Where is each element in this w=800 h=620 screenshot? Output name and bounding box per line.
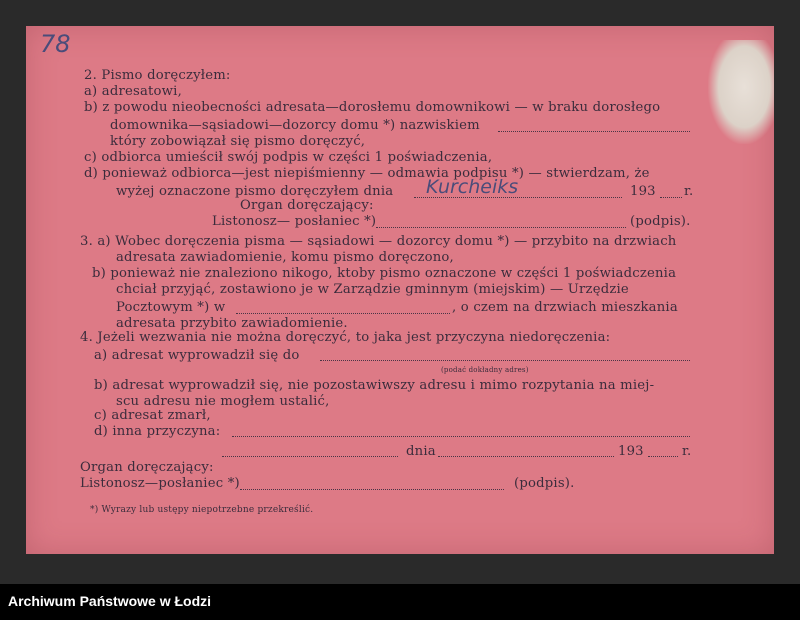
torn-corner: [708, 40, 774, 144]
year-blank-line: [660, 197, 682, 198]
address-note: (podać dokładny adres): [441, 366, 529, 374]
section2-listonosz-label: Listonosz— posłaniec *): [212, 214, 377, 229]
section3-item-a-line1: 3. a) Wobec doręczenia pisma — sąsiadowi — dozorcy domu *) — przybito na drzwiach: [80, 234, 677, 249]
section4-dnia: dnia: [406, 444, 436, 459]
section3-item-b-line3-left: Pocztowym *) w: [116, 300, 226, 315]
section4-item-a: a) adresat wyprowadził się do: [94, 348, 300, 363]
section2-item-d-line1: d) ponieważ odbiorca—jest niepiśmienny — odmawia podpisu *) — stwierdzam, że: [84, 166, 650, 181]
section2-item-a: a) adresatowi,: [84, 84, 182, 99]
section3-item-a-line2: adresata zawiadomienie, komu pismo doręczono,: [116, 250, 454, 265]
section4-year: 193: [618, 444, 644, 459]
section3-item-b-line1: b) ponieważ nie znaleziono nikogo, ktoby pismo oznaczone w części 1 poświadczenia: [92, 266, 677, 281]
year-blank-line-2: [648, 456, 678, 457]
post-office-blank-line: [236, 313, 450, 314]
handwritten-name: Kurcheiks: [426, 176, 519, 198]
handwritten-number: 78: [40, 30, 71, 58]
section2-podpis-label: (podpis).: [630, 214, 691, 229]
section4-item-c: c) adresat zmarł,: [94, 408, 211, 423]
section2-item-c: c) odbiorca umieścił swój podpis w części 1 poświadczenia,: [84, 150, 493, 165]
section4-podpis-label: (podpis).: [514, 476, 575, 491]
footnote: *) Wyrazy lub ustępy niepotrzebne przekreślić.: [90, 505, 314, 515]
date-day-blank-line: [438, 456, 614, 457]
section3-item-b-line3-right: , o czem na drzwiach mieszkania: [452, 300, 678, 315]
section2-heading: 2. Pismo doręczyłem:: [84, 68, 231, 83]
section2-organ-label: Organ doręczający:: [240, 198, 374, 213]
section2-item-d-line2: wyżej oznaczone pismo doręczyłem dnia: [116, 184, 394, 199]
section4-r: r.: [682, 444, 692, 459]
section2-item-b-line1: b) z powodu nieobecności adresata—dorosłemu domownikowi — w braku dorosłego: [84, 100, 661, 115]
section2-item-b-line3: który zobowiązał się pismo doręczyć,: [110, 134, 366, 149]
postal-delivery-card: [26, 26, 774, 554]
section2-year: 193: [630, 184, 656, 199]
section4-item-d: d) inna przyczyna:: [94, 424, 221, 439]
section2-item-b-line2: domownika—sąsiadowi—dozorcy domu *) nazwiskiem: [110, 118, 480, 133]
section4-heading: 4. Jeżeli wezwania nie można doręczyć, to jaka jest przyczyna niedoręczenia:: [80, 330, 611, 345]
section2-r: r.: [684, 184, 694, 199]
date-blank-line-2: [222, 456, 398, 457]
section3-item-b-line2: chciał przyjąć, zostawiono je w Zarządzie gminnym (miejskim) — Urzędzie: [116, 282, 629, 297]
signature-blank-line-2: [240, 489, 504, 490]
section4-item-b-line2: scu adresu nie mogłem ustalić,: [116, 394, 330, 409]
section4-listonosz-label: Listonosz—posłaniec *): [80, 476, 240, 491]
name-blank-line: [498, 131, 690, 132]
archive-footer: [0, 584, 800, 620]
archive-label: Archiwum Państwowe w Łodzi: [8, 593, 212, 609]
section3-item-b-line4: adresata przybito zawiadomienie.: [116, 316, 348, 331]
section4-organ-label: Organ doręczający:: [80, 460, 214, 475]
signature-blank-line: [376, 227, 626, 228]
section4-item-b-line1: b) adresat wyprowadził się, nie pozostawiwszy adresu i mimo rozpytania na miej-: [94, 378, 655, 393]
reason-blank-line: [232, 436, 690, 437]
address-blank-line: [320, 360, 690, 361]
